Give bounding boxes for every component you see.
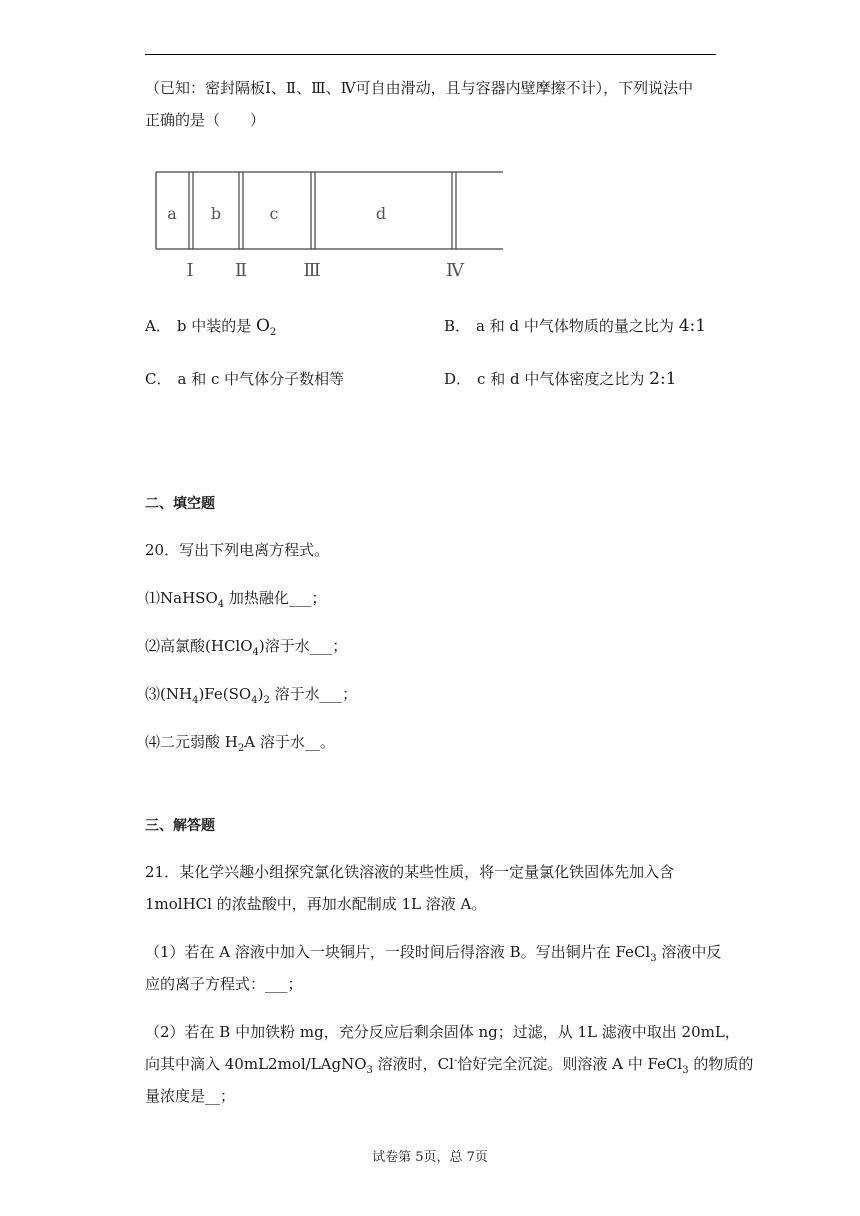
q21-stem-line-2: 1molHCl 的浓盐酸中，再加水配制成 1L 溶液 A。 [145, 895, 487, 913]
q20-part-4: ⑷二元弱酸 $H_2A$ 溶于水__。 [145, 733, 335, 754]
partition-2 [239, 172, 243, 249]
option-b[interactable]: B． a 和 d 中气体物质的量之比为 4:1 [444, 316, 707, 336]
section-3-title: 三、解答题 [145, 818, 215, 834]
partition-label-3: Ⅲ [303, 260, 321, 281]
section-2-title: 二、填空题 [145, 496, 215, 512]
option-c[interactable]: C． a 和 c 中气体分子数相等 [145, 370, 345, 388]
q20-part-3: $⑶(NH_4)Fe(SO_4)_2$ 溶于水___； [145, 685, 358, 706]
partition-3 [311, 172, 315, 249]
q21-part-2-line-2: 向其中滴入 40mL2mol/LAgNO$_3$ 溶液时，Cl-恰好完全沉淀。则溶液 A 中 FeCl$_3$ 的物质的 [145, 1055, 754, 1076]
option-d[interactable]: D． c 和 d 中气体密度之比为 2:1 [444, 369, 677, 389]
chamber-label-b: b [210, 204, 222, 223]
q20-part-2: ⑵高氯酸(HClO$_4$)溶于水___； [145, 637, 348, 658]
partition-1 [189, 172, 193, 249]
partition-label-4: Ⅳ [446, 260, 464, 281]
q19-stem-line-2: 正确的是（ ） [145, 111, 266, 129]
container-diagram [150, 165, 510, 285]
partition-4 [452, 172, 456, 249]
chamber-label-a: a [167, 204, 177, 223]
q20-part-1: ⑴NaHSO$_4$ 加热融化___； [145, 589, 327, 610]
partition-label-2: Ⅱ [234, 260, 248, 281]
partition-label-1: Ⅰ [186, 260, 194, 281]
q21-part-1-line-1: （1）若在 A 溶液中加入一块铜片，一段时间后得溶液 B。写出铜片在 FeCl$_3$ 溶液中反 [145, 943, 722, 964]
q21-part-2-line-3: 量浓度是__； [145, 1087, 236, 1105]
q21-stem-line-1: 21．某化学兴趣小组探究氯化铁溶液的某些性质，将一定量氯化铁固体先加入含 [145, 863, 675, 881]
q21-part-2-line-1: （2）若在 B 中加铁粉 mg，充分反应后剩余固体 ng；过滤，从 1L 滤液中取出 20mL， [145, 1023, 740, 1041]
q19-stem-line-1: （已知：密封隔板Ⅰ、Ⅱ、Ⅲ、Ⅳ可自由滑动，且与容器内壁摩擦不计），下列说法中 [145, 79, 694, 97]
page-footer: 试卷第 5页，总 7页 [372, 1150, 488, 1165]
option-a[interactable]: A． b 中装的是 $O_2$ [145, 316, 277, 338]
q20-stem: 20．写出下列电离方程式。 [145, 541, 330, 559]
header-rule [145, 54, 716, 55]
q21-part-1-line-2: 应的离子方程式：___； [145, 975, 303, 993]
chamber-label-c: c [269, 204, 279, 223]
chamber-label-d: d [375, 204, 387, 223]
